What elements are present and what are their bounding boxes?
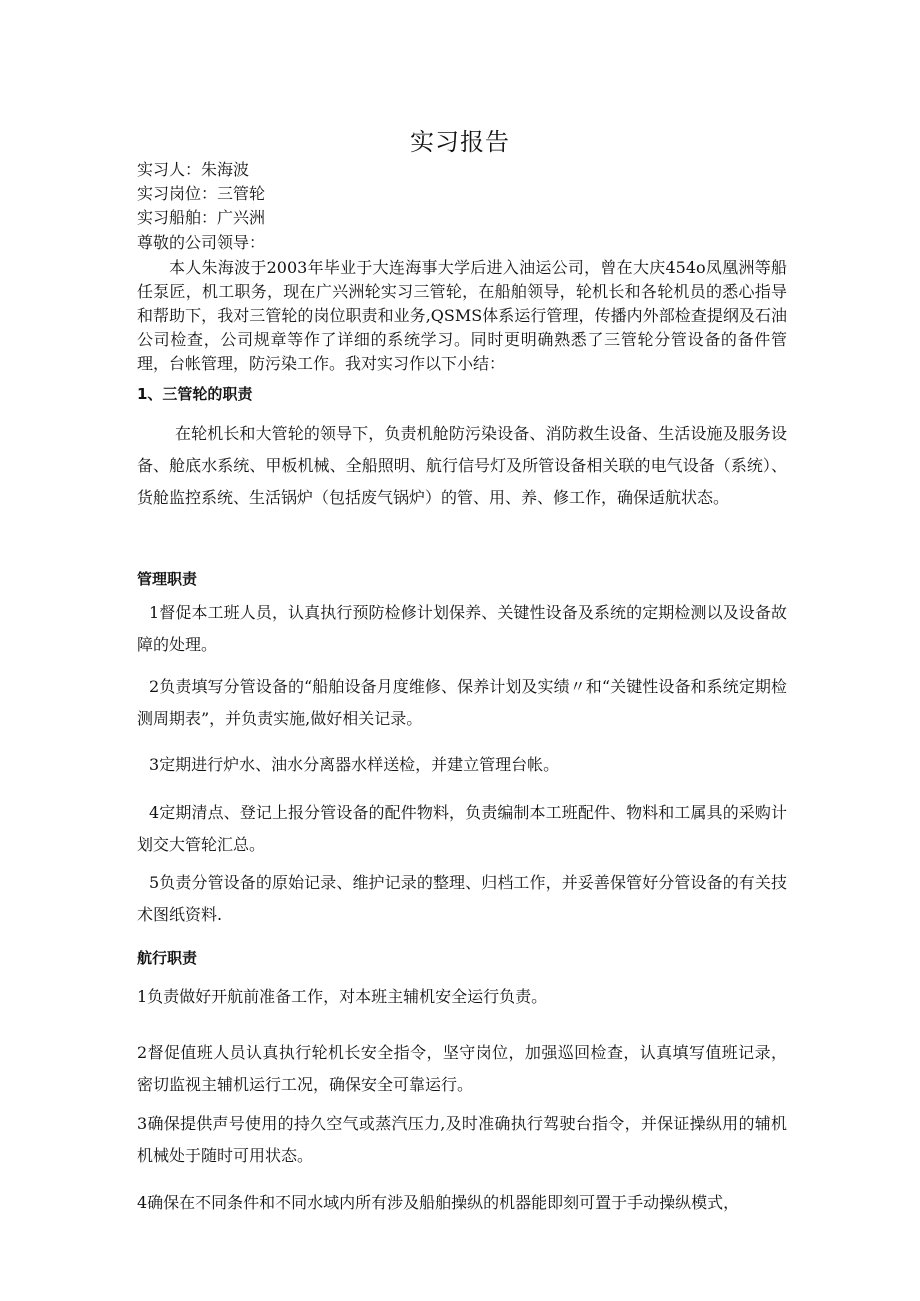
intro-paragraph: 本人朱海波于2003年毕业于大连海事大学后进入油运公司，曾在大庆454o凤凰洲等船任泵匠，机工职务，现在广兴洲轮实习三管轮，在船舶领导，轮机长和各轮机员的悉心指导和帮助下，我对三管轮的岗位职责和业务,QSMS体系运行管理，传播内外部检查提纲及石油公司检查，公司规章等作了详细的系统学习。同时更明确熟悉了三管轮分管设备的备件管理，台帐管理，防污染工作。我对实习作以下小结： — [137, 258, 787, 373]
document-title: 实习报告 — [410, 128, 510, 156]
management-item: 5负责分管设备的原始记录、维护记录的整理、归档工作，并妥善保管好分管设备的有关技术图纸资料. — [137, 873, 787, 924]
navigation-item: 2督促值班人员认真执行轮机长安全指令，坚守岗位，加强巡回检查，认真填写值班记录，密切监视主辅机运行工况，确保安全可靠运行。 — [137, 1043, 787, 1094]
section-heading-management: 管理职责 — [137, 570, 198, 588]
management-item: 4定期清点、登记上报分管设备的配件物料，负责编制本工班配件、物料和工属具的采购计划交大管轮汇总。 — [137, 803, 787, 854]
management-item: 1督促本工班人员，认真执行预防检修计划保养、关键性设备及系统的定期检测以及设备故障的处理。 — [137, 603, 787, 654]
salutation: 尊敬的公司领导： — [137, 233, 266, 252]
navigation-item: 4确保在不同条件和不同水域内所有涉及船舶操纵的机器能即刻可置于手动操纵模式， — [137, 1193, 740, 1212]
navigation-item: 1负责做好开航前准备工作，对本班主辅机安全运行负责。 — [137, 987, 548, 1006]
ship-line: 实习船舶：广兴洲 — [137, 208, 266, 227]
navigation-item: 3确保提供声号使用的持久空气或蒸汽压力,及时准确执行驾驶台指令，并保证操纵用的辅机机械处于随时可用状态。 — [137, 1114, 787, 1165]
position-line: 实习岗位：三管轮 — [137, 184, 266, 203]
section-heading-navigation: 航行职责 — [137, 949, 198, 967]
duties-paragraph: 在轮机长和大管轮的领导下，负责机舱防污染设备、消防救生设备、生活设施及服务设备、舱底水系统、甲板机械、全船照明、航行信号灯及所管设备相关联的电气设备（系统）、货舱监控系统、生活锅炉（包括废气锅炉）的管、用、养、修工作，确保适航状态。 — [137, 424, 787, 507]
management-item: 3定期进行炉水、油水分离器水样送检，并建立管理台帐。 — [149, 755, 560, 774]
intern-line: 实习人：朱海波 — [137, 160, 250, 179]
management-item: 2负责填写分管设备的“船舶设备月度维修、保养计划及实绩〃和“关键性设备和系统定期检测周期表”，并负责实施,做好相关记录。 — [137, 677, 787, 728]
section-heading-duties: 1、三管轮的职责 — [137, 385, 253, 403]
